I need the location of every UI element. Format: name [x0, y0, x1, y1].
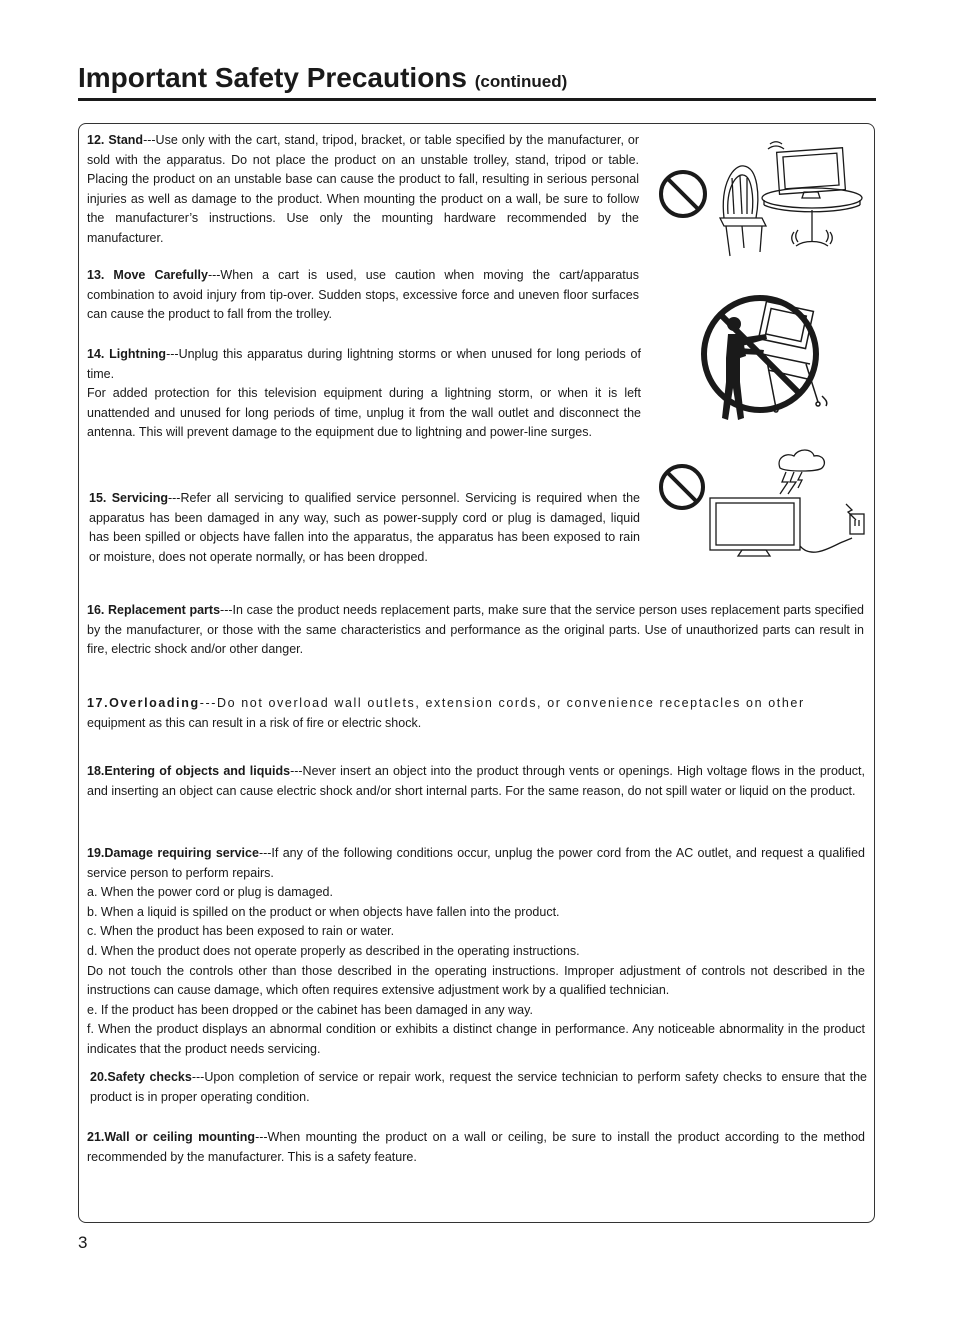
item-title: 17.Overloading [87, 696, 200, 710]
list-item-a: a. When the power cord or plug is damaged. [87, 885, 333, 900]
page-title-continued: (continued) [474, 72, 568, 91]
item-13-move-carefully [87, 266, 639, 325]
item-title: 13. Move Carefully [87, 268, 208, 282]
item-note: Do not touch the controls other than those described in the operating instructions. Improper adjustment of controls not described in the instructions can cause damage, which often requires extensive adjustment work by a qualified technician. [87, 963, 865, 998]
list-item-f: f. When the product displays an abnormal condition or exhibits a distinct change in performance. Any noticeable abnormality in the product indicates that the product needs servicing. [87, 1022, 865, 1056]
lightning-storm-illustration [706, 448, 868, 564]
item-21-wall-ceiling-mounting [87, 1128, 865, 1167]
item-14-lightning [87, 345, 641, 443]
item-16-replacement-parts [87, 601, 864, 660]
prohibition-icon [657, 462, 707, 512]
item-text: equipment as this can result in a risk of fire or electric shock. [87, 715, 422, 730]
tipping-cart-illustration [700, 284, 840, 426]
item-20-safety-checks [90, 1068, 867, 1107]
prohibition-icon [657, 168, 709, 220]
list-item-c: c. When the product has been exposed to rain or water. [87, 924, 395, 939]
item-text: ---When a cart is used, use caution when moving the cart/apparatus combination to avoid injury from tip-over. Sudden stops, excessive force and uneven floor surfaces can cause the product to fall from the trolley. [87, 268, 639, 322]
item-text: ---When mounting the product on a wall or ceiling, be sure to install the product according to the method recommended by the manufacturer. This is a safety feature. [87, 1130, 865, 1164]
item-12-stand [87, 131, 639, 249]
item-text-spaced: ---Do not overload wall outlets, extension cords, or convenience receptacles on other [199, 696, 805, 710]
item-text: ---Never insert an object into the product through vents or openings. High voltage flows in the product, and inserting an object can cause electric shock and/or short internal parts. For the same reason, do not spill water or liquid on the product. [87, 764, 865, 798]
item-18-entering-objects [87, 762, 865, 801]
item-text: ---In case the product needs replacement parts, make sure that the service person uses replacement parts specified by the manufacturer, or those with the same characteristics and performance as the original parts. Use of unauthorized parts can result in fire, electric shock and/or other danger. [87, 603, 864, 657]
item-title: 14. Lightning [87, 347, 167, 361]
list-item-b: b. When a liquid is spilled on the product or when objects have fallen into the product. [87, 904, 560, 919]
item-title: 16. Replacement parts [87, 603, 221, 617]
item-text: ---Upon completion of service or repair work, request the service technician to perform safety checks to ensure that the product is in proper operating condition. [90, 1070, 867, 1104]
item-title: 15. Servicing [89, 491, 168, 505]
item-text: ---If any of the following conditions occur, unplug the power cord from the AC outlet, and request a qualified service person to perform repairs. [87, 846, 865, 880]
item-19-damage-requiring-service [87, 844, 865, 1060]
title-rule [78, 98, 876, 101]
item-title: 18.Entering of objects and liquids [87, 764, 291, 778]
item-title: 20.Safety checks [90, 1070, 192, 1084]
page-title-main: Important Safety Precautions [78, 62, 467, 93]
item-title: 21.Wall or ceiling mounting [87, 1130, 256, 1144]
list-item-d: d. When the product does not operate properly as described in the operating instructions. [87, 943, 580, 958]
list-item-e: e. If the product has been dropped or the cabinet has been damaged in any way. [87, 1002, 533, 1017]
page-number: 3 [78, 1233, 88, 1252]
item-title: 12. Stand [87, 133, 144, 147]
page-title [78, 60, 567, 100]
unstable-table-illustration [712, 138, 864, 260]
item-title: 19.Damage requiring service [87, 846, 259, 860]
item-text: ---Use only with the cart, stand, tripod, bracket, or table specified by the manufacturer, or sold with the apparatus. Do not place the product on an unstable trolley, stand, tripod or table. Placing the product on an unstable base can cause the product to fall, resulting in serious personal injuries as well as damage to the product. When mounting the product on a wall, be sure to follow the manufacturer’s instructions. Use only the mounting hardware recommended by the manufacturer. [87, 133, 639, 245]
item-15-servicing [89, 489, 640, 567]
item-17-overloading [87, 694, 865, 733]
item-17-first-line [87, 696, 805, 710]
item-text: ---Unplug this apparatus during lightning storms or when unused for long periods of time. [87, 347, 641, 381]
item-extra-text: For added protection for this television equipment during a lightning storm, or when it is left unattended and unused for long periods of time, unplug it from the wall outlet and disconnect the antenna. This will prevent damage to the equipment due to lightning and power-line surges. [87, 386, 641, 440]
item-text: ---Refer all servicing to qualified service personnel. Servicing is required when the apparatus has been damaged in any way, such as power-supply cord or plug is damaged, liquid has been spilled or objects have fallen into the apparatus, the apparatus has been exposed to rain or moisture, does not operate normally, or has been dropped. [89, 491, 640, 564]
